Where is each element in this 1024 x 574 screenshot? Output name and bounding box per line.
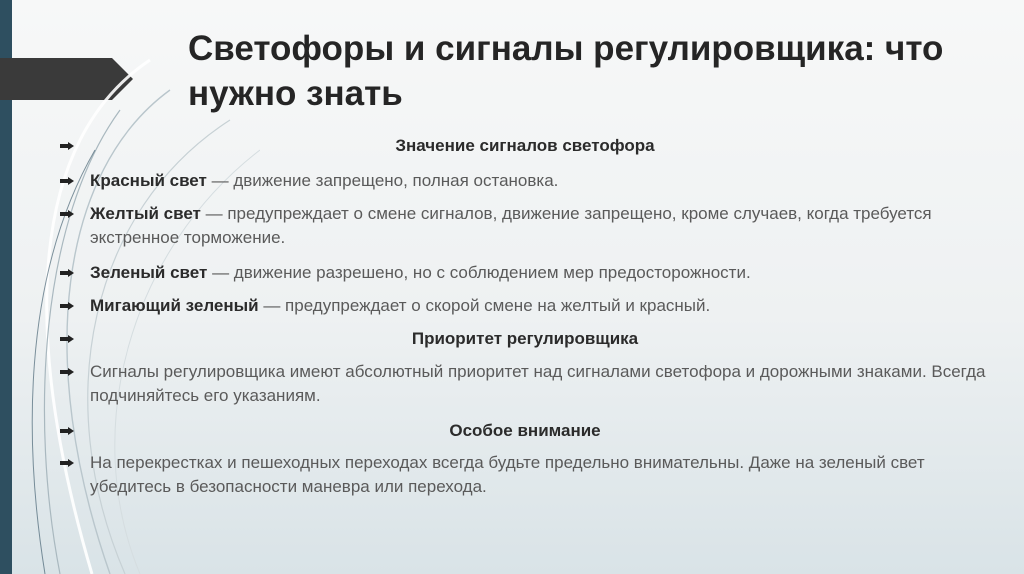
item-text: — движение запрещено, полная остановка.: [206, 171, 559, 190]
content-list: [60, 134, 1000, 499]
item-term: Зеленый свет: [90, 263, 208, 282]
arrow-bullet-icon: [60, 302, 73, 310]
arrow-bullet-icon: [60, 177, 73, 185]
arrow-bullet-icon: [60, 368, 73, 376]
arrow-bullet-icon: [60, 210, 73, 218]
arrow-bullet-icon: [60, 269, 73, 277]
item-text: Сигналы регулировщика имеют абсолютный приоритет над сигналами светофора и дорожными знаками. Всегда подчиняйтесь его указаниям.: [90, 362, 986, 405]
page-title: Светофоры и сигналы регулировщика: что нужно знать: [188, 29, 944, 113]
list-item: [60, 134, 1000, 158]
list-item: [60, 202, 1000, 250]
item-term: Мигающий зеленый: [90, 296, 259, 315]
item-term: Красный свет: [90, 171, 207, 190]
arrow-bullet-icon: [60, 459, 73, 467]
list-item: [60, 360, 1000, 408]
section-heading: Значение сигналов светофора: [395, 136, 655, 155]
arrow-bullet-icon: [60, 427, 73, 435]
list-item: [60, 294, 1000, 318]
list-item: [60, 169, 1000, 193]
section-heading: Особое внимание: [449, 421, 601, 440]
item-text: — предупреждает о скорой смене на желтый и красный.: [258, 296, 711, 315]
list-item: [60, 451, 1000, 499]
item-text: На перекрестках и пешеходных переходах всегда будьте предельно внимательны. Даже на зеленый свет убедитесь в безопасности маневра или перехода.: [90, 453, 925, 496]
item-text: — предупреждает о смене сигналов, движение запрещено, кроме случаев, когда требуется экстренное торможение.: [90, 204, 932, 247]
list-item: [60, 261, 1000, 285]
item-term: Желтый свет: [90, 204, 201, 223]
section-heading: Приоритет регулировщика: [411, 329, 639, 348]
item-text: — движение разрешено, но с соблюдением мер предосторожности.: [207, 263, 751, 282]
arrow-bullet-icon: [60, 335, 73, 343]
list-item: [60, 419, 1000, 443]
list-item: [60, 327, 1000, 351]
arrow-bullet-icon: [60, 142, 73, 150]
